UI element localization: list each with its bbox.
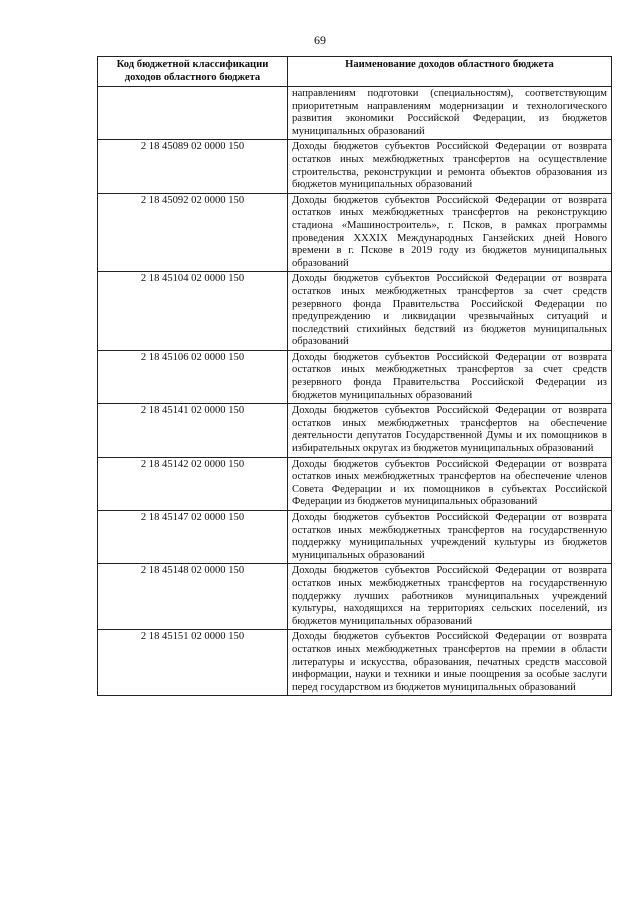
row-name: Доходы бюджетов субъектов Российской Федерации от возврата остатков иных межбюджетных трансфертов на осуществление строительства, реконструкции и ремонта объектов образования из бюджетов муниципальных образований [288,140,612,193]
row-code [98,87,288,140]
row-name: Доходы бюджетов субъектов Российской Федерации от возврата остатков иных межбюджетных трансфертов на государственную поддержку лучших работников муниципальных учреждений культуры, находящихся на территориях сельских поселений, из бюджетов муниципальных образований [288,564,612,630]
row-name: Доходы бюджетов субъектов Российской Федерации от возврата остатков иных межбюджетных трансфертов на государственную поддержку муниципальных учреждений культуры из бюджетов муниципальных образований [288,511,612,564]
row-name: Доходы бюджетов субъектов Российской Федерации от возврата остатков иных межбюджетных трансфертов за счет средств резервного фонда Правительства Российской Федерации по предупреждению и ликвидации чрезвычайных ситуаций и последствий стихийных бедствий из бюджетов муниципальных образований [288,272,612,351]
table-row [98,564,612,630]
table-row [98,511,612,564]
row-code: 2 18 45106 02 0000 150 [98,350,288,403]
row-code: 2 18 45147 02 0000 150 [98,511,288,564]
row-name: Доходы бюджетов субъектов Российской Федерации от возврата остатков иных межбюджетных трансфертов на реконструкцию стадиона «Машиностроитель», г. Псков, в рамках программы проведения XXXIX Международных Ганзейских дней Нового времени в г. Пскове в 2019 году из бюджетов муниципальных образований [288,193,612,272]
row-name: Доходы бюджетов субъектов Российской Федерации от возврата остатков иных межбюджетных трансфертов на обеспечение членов Совета Федерации и их помощников в субъектах Российской Федерации из бюджетов муниципальных образований [288,457,612,510]
row-code: 2 18 45148 02 0000 150 [98,564,288,630]
table-row [98,87,612,140]
row-code: 2 18 45092 02 0000 150 [98,193,288,272]
row-name: направлениям подготовки (специальностям), соответствующим приоритетным направлениям модернизации и технологического развития экономики Российской Федерации, из бюджетов муниципальных образований [288,87,612,140]
budget-classification-table [97,56,612,696]
page-number: 69 [314,33,326,47]
row-code: 2 18 45142 02 0000 150 [98,457,288,510]
row-name: Доходы бюджетов субъектов Российской Федерации от возврата остатков иных межбюджетных трансфертов на обеспечение деятельности депутатов Государственной Думы и их помощников в избирательных округах из бюджетов муниципальных образований [288,404,612,457]
row-code: 2 18 45089 02 0000 150 [98,140,288,193]
table-row [98,193,612,272]
row-name: Доходы бюджетов субъектов Российской Федерации от возврата остатков иных межбюджетных трансфертов на премии в области литературы и искусства, образования, печатных средств массовой информации, науки и техники и иные поощрения за особые заслуги перед государством из бюджетов муниципальных образований [288,630,612,696]
row-code: 2 18 45141 02 0000 150 [98,404,288,457]
row-name: Доходы бюджетов субъектов Российской Федерации от возврата остатков иных межбюджетных трансфертов за счет средств резервного фонда Правительства Российской Федерации из бюджетов муниципальных образований [288,350,612,403]
row-code: 2 18 45104 02 0000 150 [98,272,288,351]
row-code: 2 18 45151 02 0000 150 [98,630,288,696]
table-row [98,404,612,457]
header-name: Наименование доходов областного бюджета [288,57,612,87]
table-row [98,457,612,510]
table-header-row [98,57,612,87]
table-row [98,272,612,351]
header-code: Код бюджетной классификации доходов областного бюджета [98,57,288,87]
table-row [98,630,612,696]
table-row [98,140,612,193]
table-row [98,350,612,403]
